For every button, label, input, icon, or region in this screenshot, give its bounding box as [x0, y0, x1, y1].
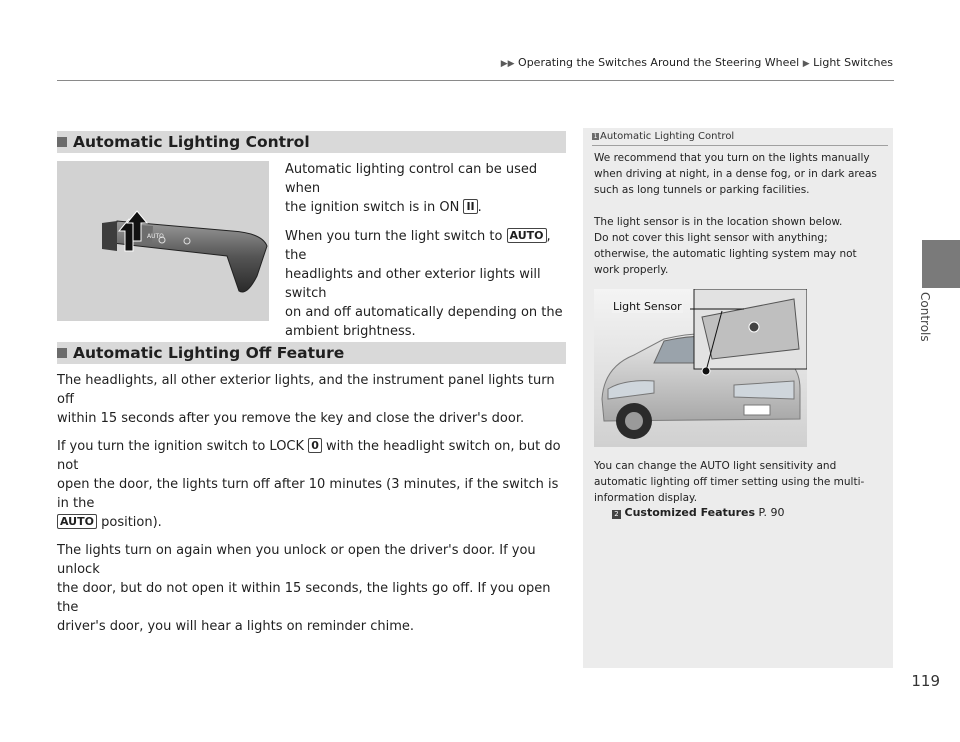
- text-line: Do not cover this light sensor with anything;: [594, 232, 828, 244]
- breadcrumb-item-section[interactable]: Operating the Switches Around the Steering Wheel: [518, 56, 800, 69]
- light-lever-illustration: [57, 161, 269, 321]
- text-line: on and off automatically depending on the: [285, 305, 563, 320]
- text-line: You can change the AUTO light sensitivity and: [594, 460, 837, 472]
- text-line: the door, but do not open it within 15 seconds, the lights go off. If you open the: [57, 581, 551, 615]
- text-line: otherwise, the automatic lighting system may not: [594, 248, 857, 260]
- text-line: open the door, the lights turn off after 10 minutes (3 minutes, if the switch is in the: [57, 477, 559, 511]
- text-line: when driving at night, in a dense fog, or in dark areas: [594, 168, 877, 180]
- ignition-lock-key-icon: 0: [308, 438, 322, 453]
- text-line: position).: [101, 515, 162, 530]
- text-line: If you turn the ignition switch to LOCK: [57, 439, 305, 454]
- text-line: ambient brightness.: [285, 324, 416, 339]
- text-line: The headlights, all other exterior lights, and the instrument panel lights turn off: [57, 373, 555, 407]
- note-marker-icon: 1: [593, 133, 598, 140]
- text-line: such as long tunnels or parking facilities.: [594, 184, 810, 196]
- text-line: The light sensor is in the location shown below.: [594, 216, 843, 228]
- text-line: We recommend that you turn on the lights manually: [594, 152, 870, 164]
- text-line: the ignition switch is in ON: [285, 200, 460, 215]
- note-paragraph: [594, 214, 886, 278]
- breadcrumb-item-page[interactable]: Light Switches: [813, 56, 893, 69]
- ignition-on-key-icon: II: [463, 199, 477, 214]
- text-line: driver's door, you will hear a lights on reminder chime.: [57, 619, 415, 634]
- paragraph: [285, 160, 570, 217]
- reference-arrow-icon: 2: [612, 510, 621, 519]
- text-line: The lights turn on again when you unlock or open the driver's door. If you unlock: [57, 543, 536, 577]
- text-line: within 15 seconds after you remove the key and close the driver's door.: [57, 411, 525, 426]
- light-sensor-photo: [594, 289, 807, 447]
- square-bullet-icon: [57, 137, 67, 147]
- auto-off-body: [57, 371, 572, 636]
- text-line: with the headlight switch on, but do not: [57, 439, 561, 473]
- paragraph: [57, 437, 572, 532]
- double-arrow-icon: ▶▶: [500, 59, 515, 69]
- chapter-tab[interactable]: [922, 240, 960, 288]
- square-bullet-icon: [57, 348, 67, 358]
- header-divider: [57, 80, 894, 81]
- svg-text:AUTO: AUTO: [147, 233, 164, 240]
- paragraph: [57, 371, 572, 428]
- reference-title[interactable]: Customized Features: [624, 506, 756, 519]
- text-punct: .: [477, 200, 482, 215]
- text-line: headlights and other exterior lights will switch: [285, 267, 541, 301]
- arrow-icon: ▶: [802, 59, 810, 69]
- text-line: information display.: [594, 492, 698, 504]
- note-heading: [592, 131, 734, 142]
- paragraph: [285, 227, 570, 341]
- chapter-tab-text: Controls: [918, 292, 932, 342]
- text-line: Automatic lighting control can be used when: [285, 162, 538, 196]
- section-heading-auto-off: [57, 342, 566, 364]
- text-line: work properly.: [594, 264, 669, 276]
- text-line: , the: [285, 229, 551, 263]
- page-number: 119: [911, 672, 940, 690]
- text-line: automatic lighting off timer setting using the multi-: [594, 476, 865, 488]
- section-title: Automatic Lighting Off Feature: [73, 344, 345, 362]
- chapter-tab-label: [918, 292, 938, 362]
- paragraph: [57, 541, 572, 636]
- photo-label: Light Sensor: [613, 300, 682, 313]
- section-heading-auto-control: [57, 131, 566, 153]
- note-heading-text: Automatic Lighting Control: [600, 131, 735, 142]
- cross-reference-link[interactable]: [612, 506, 784, 519]
- section-title: Automatic Lighting Control: [73, 133, 310, 151]
- auto-key-icon: AUTO: [57, 514, 97, 529]
- reference-page[interactable]: P. 90: [758, 506, 785, 519]
- text-line: When you turn the light switch to: [285, 229, 503, 244]
- auto-control-body: [285, 160, 570, 341]
- auto-key-icon: AUTO: [507, 228, 547, 243]
- note-divider: [592, 145, 888, 146]
- note-paragraph: [594, 458, 886, 506]
- note-paragraph: [594, 150, 886, 198]
- breadcrumb: [0, 56, 893, 69]
